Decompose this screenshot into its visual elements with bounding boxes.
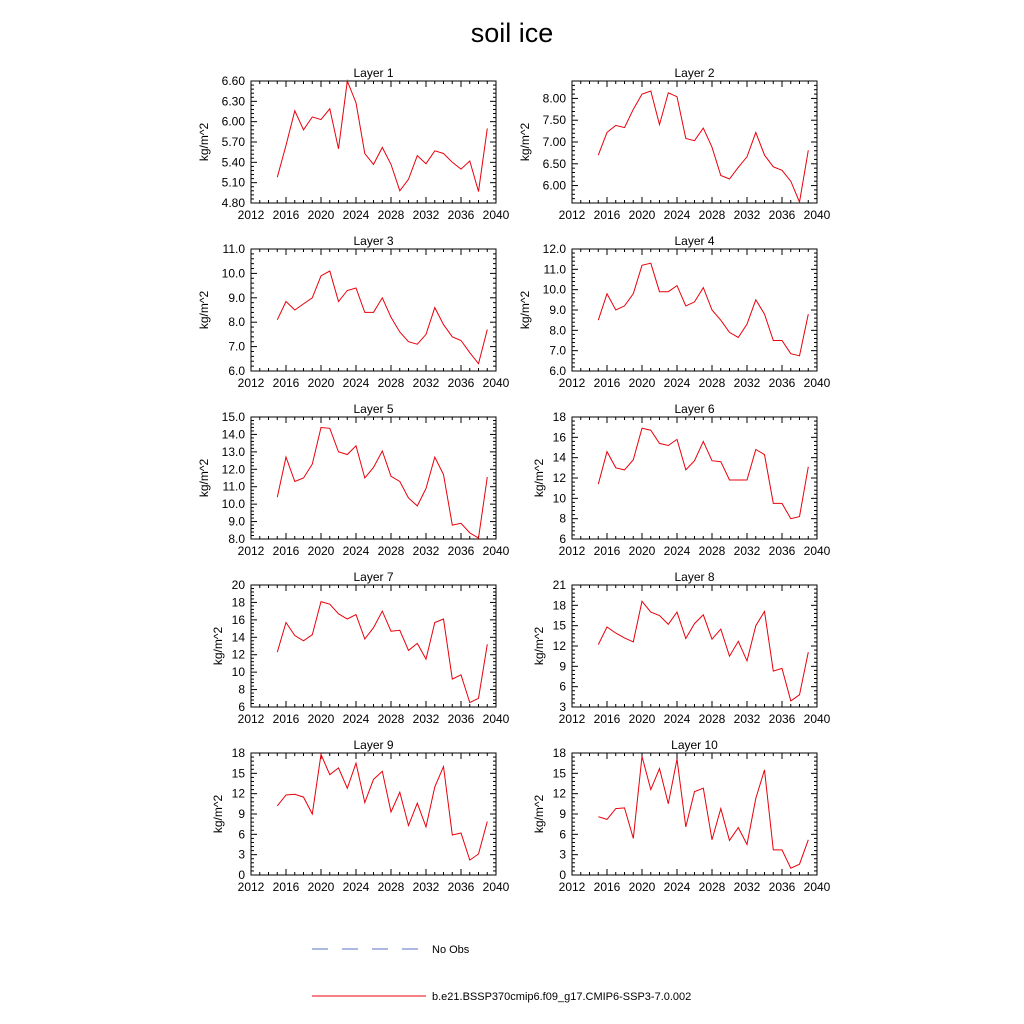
x-tick-label: 2028: [698, 712, 726, 726]
x-tick-label: 2012: [237, 544, 265, 558]
y-tick-label: 8.00: [542, 91, 566, 106]
y-tick-label: 8.0: [228, 532, 245, 546]
x-tick-label: 2012: [237, 712, 265, 726]
x-tick-label: 2032: [733, 208, 761, 222]
y-tick-label: 8.0: [228, 315, 245, 330]
x-tick-label: 2016: [272, 208, 300, 222]
y-tick-label: 15.0: [221, 410, 245, 424]
x-tick-label: 2032: [733, 376, 761, 390]
x-tick-label: 2012: [558, 544, 586, 558]
panel-title: Layer 2: [674, 66, 715, 80]
y-axis-label: kg/m^2: [197, 290, 211, 330]
y-tick-label: 6: [559, 532, 566, 546]
x-tick-label: 2028: [698, 880, 726, 894]
y-tick-label: 15: [552, 766, 566, 781]
x-tick-label: 2040: [803, 880, 831, 894]
x-tick-label: 2028: [377, 880, 405, 894]
x-tick-label: 2020: [628, 376, 656, 390]
y-tick-label: 15: [552, 618, 566, 633]
y-tick-label: 14: [231, 630, 245, 645]
y-tick-label: 18: [552, 598, 566, 613]
y-tick-label: 6.0: [228, 364, 245, 378]
x-tick-label: 2012: [558, 880, 586, 894]
x-tick-label: 2024: [342, 712, 370, 726]
x-tick-label: 2016: [272, 544, 300, 558]
x-tick-label: 2040: [482, 712, 510, 726]
x-tick-label: 2020: [628, 208, 656, 222]
y-tick-label: 3: [559, 847, 566, 862]
y-tick-label: 10.0: [221, 497, 245, 512]
y-tick-label: 10: [552, 491, 566, 506]
y-axis-label: kg/m^2: [518, 290, 532, 330]
y-tick-label: 10.0: [542, 282, 566, 297]
y-tick-label: 14: [552, 450, 566, 465]
x-tick-label: 2036: [768, 544, 796, 558]
y-tick-label: 20: [231, 578, 245, 592]
y-tick-label: 6: [559, 827, 566, 842]
x-tick-label: 2024: [342, 880, 370, 894]
x-tick-label: 2036: [447, 208, 475, 222]
legend-obs-label: No Obs: [432, 944, 470, 956]
x-tick-label: 2036: [768, 880, 796, 894]
y-tick-label: 9.0: [228, 514, 245, 529]
y-tick-label: 5.70: [221, 135, 245, 149]
x-tick-label: 2016: [593, 712, 621, 726]
y-tick-label: 11.0: [222, 242, 245, 256]
x-tick-label: 2032: [733, 712, 761, 726]
y-tick-label: 18: [552, 746, 566, 760]
y-tick-label: 5.10: [221, 175, 245, 190]
x-tick-label: 2012: [237, 880, 265, 894]
y-tick-label: 8: [238, 682, 245, 697]
x-tick-label: 2040: [803, 208, 831, 222]
y-tick-label: 0: [238, 868, 245, 882]
x-tick-label: 2036: [447, 544, 475, 558]
x-tick-label: 2012: [558, 208, 586, 222]
y-tick-label: 12.0: [221, 462, 245, 477]
y-tick-label: 6.30: [221, 94, 245, 109]
y-tick-label: 15: [231, 766, 245, 781]
y-tick-label: 12: [552, 639, 566, 653]
x-tick-label: 2016: [593, 544, 621, 558]
x-tick-label: 2036: [447, 712, 475, 726]
x-tick-label: 2020: [628, 712, 656, 726]
x-tick-label: 2040: [803, 376, 831, 390]
y-axis-label: kg/m^2: [532, 794, 546, 834]
panel-title: Layer 6: [674, 402, 715, 416]
x-tick-label: 2020: [307, 208, 335, 222]
y-axis-label: kg/m^2: [211, 626, 225, 666]
x-tick-label: 2028: [377, 376, 405, 390]
panel-title: Layer 8: [674, 570, 715, 584]
y-axis-label: kg/m^2: [211, 794, 225, 834]
y-tick-label: 0: [559, 868, 566, 882]
y-tick-label: 21: [552, 578, 566, 592]
legend-model-label: b.e21.BSSP370cmip6.f09_g17.CMIP6-SSP3-7.0.002: [432, 991, 692, 1003]
y-tick-label: 18: [552, 410, 566, 424]
x-tick-label: 2032: [733, 880, 761, 894]
x-tick-label: 2024: [663, 376, 691, 390]
y-tick-label: 14.0: [221, 427, 245, 442]
x-tick-label: 2028: [698, 208, 726, 222]
x-tick-label: 2020: [628, 880, 656, 894]
x-tick-label: 2032: [412, 544, 440, 558]
x-tick-label: 2040: [482, 208, 510, 222]
panel-title: Layer 5: [353, 402, 394, 416]
x-tick-label: 2032: [412, 712, 440, 726]
y-axis-label: kg/m^2: [518, 122, 532, 162]
y-tick-label: 4.80: [221, 196, 245, 210]
y-tick-label: 10: [231, 665, 245, 680]
y-tick-label: 3: [559, 700, 566, 714]
x-tick-label: 2036: [447, 376, 475, 390]
x-tick-label: 2028: [698, 544, 726, 558]
x-tick-label: 2024: [663, 544, 691, 558]
x-tick-label: 2032: [412, 376, 440, 390]
x-tick-label: 2012: [237, 208, 265, 222]
y-tick-label: 6: [238, 700, 245, 714]
x-tick-label: 2020: [307, 880, 335, 894]
x-tick-label: 2024: [663, 880, 691, 894]
y-tick-label: 7.00: [542, 135, 566, 149]
x-tick-label: 2016: [272, 880, 300, 894]
y-tick-label: 6: [238, 827, 245, 842]
panel-title: Layer 1: [353, 66, 394, 80]
y-tick-label: 9: [559, 807, 566, 821]
x-tick-label: 2040: [482, 880, 510, 894]
y-tick-label: 7.0: [549, 343, 566, 358]
y-tick-label: 6.0: [549, 364, 566, 378]
panel-title: Layer 7: [353, 570, 394, 584]
x-tick-label: 2036: [768, 712, 796, 726]
x-tick-label: 2012: [237, 376, 265, 390]
panel-title: Layer 10: [671, 738, 718, 752]
y-tick-label: 16: [552, 430, 566, 445]
y-tick-label: 9.0: [228, 290, 245, 305]
x-tick-label: 2040: [482, 544, 510, 558]
y-tick-label: 13.0: [221, 444, 245, 459]
y-axis-label: kg/m^2: [197, 122, 211, 162]
x-tick-label: 2012: [558, 376, 586, 390]
x-tick-label: 2032: [733, 544, 761, 558]
x-tick-label: 2028: [377, 544, 405, 558]
y-tick-label: 12: [552, 786, 566, 801]
y-tick-label: 12: [552, 471, 566, 485]
y-tick-label: 3: [238, 847, 245, 862]
x-tick-label: 2028: [377, 712, 405, 726]
y-tick-label: 12: [231, 647, 245, 662]
panel-title: Layer 4: [674, 234, 715, 248]
panel-title: Layer 3: [353, 234, 394, 248]
y-axis-label: kg/m^2: [532, 458, 546, 498]
y-tick-label: 10.0: [221, 266, 245, 281]
y-tick-label: 7.0: [228, 339, 245, 354]
x-tick-label: 2040: [803, 544, 831, 558]
x-tick-label: 2016: [272, 376, 300, 390]
y-tick-label: 11.0: [222, 479, 245, 494]
y-tick-label: 11.0: [543, 262, 566, 277]
x-tick-label: 2036: [447, 880, 475, 894]
x-tick-label: 2028: [698, 376, 726, 390]
x-tick-label: 2036: [768, 208, 796, 222]
y-tick-label: 6.50: [542, 156, 566, 171]
y-tick-label: 18: [231, 595, 245, 610]
y-tick-label: 6: [559, 679, 566, 694]
x-tick-label: 2020: [307, 712, 335, 726]
y-tick-label: 6.60: [221, 74, 245, 88]
x-tick-label: 2032: [412, 880, 440, 894]
figure-title: soil ice: [470, 18, 554, 48]
x-tick-label: 2016: [593, 208, 621, 222]
x-tick-label: 2040: [803, 712, 831, 726]
x-tick-label: 2016: [272, 712, 300, 726]
y-tick-label: 8.0: [549, 323, 566, 338]
y-tick-label: 7.50: [542, 113, 566, 128]
x-tick-label: 2020: [307, 376, 335, 390]
y-tick-label: 18: [231, 746, 245, 760]
y-tick-label: 8: [559, 511, 566, 526]
x-tick-label: 2024: [663, 208, 691, 222]
y-tick-label: 9: [238, 807, 245, 821]
y-tick-label: 9.0: [549, 303, 566, 317]
x-tick-label: 2024: [342, 544, 370, 558]
y-tick-label: 6.00: [221, 114, 245, 129]
y-tick-label: 12: [231, 786, 245, 801]
x-tick-label: 2012: [558, 712, 586, 726]
y-tick-label: 12.0: [542, 242, 566, 256]
x-tick-label: 2024: [342, 376, 370, 390]
x-tick-label: 2020: [307, 544, 335, 558]
x-tick-label: 2024: [663, 712, 691, 726]
x-tick-label: 2016: [593, 376, 621, 390]
x-tick-label: 2028: [377, 208, 405, 222]
x-tick-label: 2036: [768, 376, 796, 390]
y-tick-label: 5.40: [221, 155, 245, 170]
y-tick-label: 6.00: [542, 178, 566, 193]
panel-title: Layer 9: [353, 738, 394, 752]
y-axis-label: kg/m^2: [197, 458, 211, 498]
x-tick-label: 2040: [482, 376, 510, 390]
x-tick-label: 2032: [412, 208, 440, 222]
x-tick-label: 2016: [593, 880, 621, 894]
y-tick-label: 9: [559, 659, 566, 674]
y-axis-label: kg/m^2: [532, 626, 546, 666]
x-tick-label: 2024: [342, 208, 370, 222]
x-tick-label: 2020: [628, 544, 656, 558]
y-tick-label: 16: [231, 612, 245, 627]
